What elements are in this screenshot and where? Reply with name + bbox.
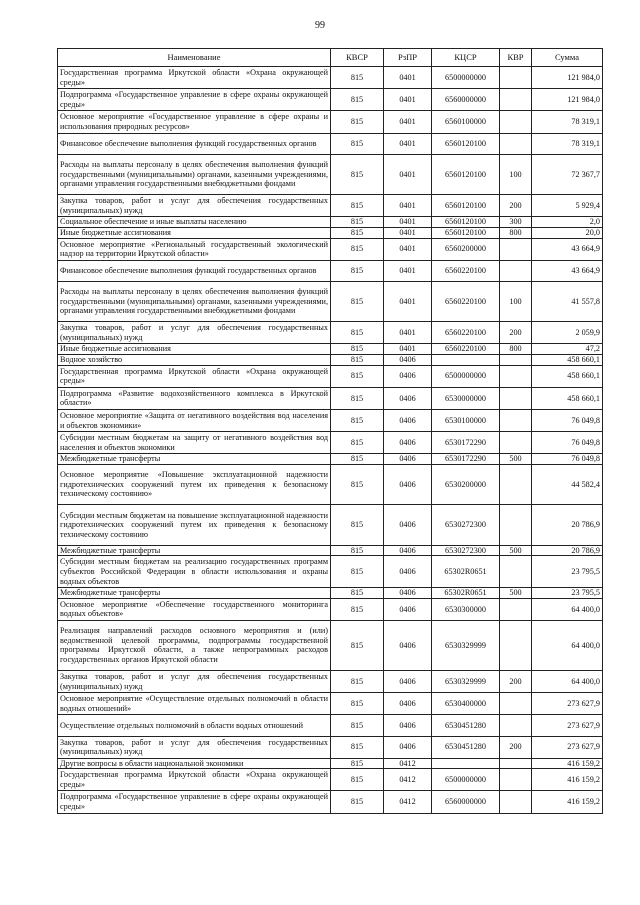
table-row (58, 322, 603, 344)
column-header-name: Наименование (58, 49, 331, 67)
cell-kvsr: 815 (331, 387, 384, 409)
cell-kvsr: 815 (331, 154, 384, 194)
cell-rzpr: 0406 (384, 365, 432, 387)
cell-kvsr: 815 (331, 281, 384, 321)
cell-sum: 416 159,2 (532, 758, 603, 769)
cell-kcsr: 6530451280 (432, 715, 500, 736)
cell-sum: 72 367,7 (532, 154, 603, 194)
cell-kcsr: 6500000000 (432, 365, 500, 387)
cell-kvsr: 815 (331, 758, 384, 769)
cell-kcsr: 6560220100 (432, 281, 500, 321)
cell-kvsr: 815 (331, 365, 384, 387)
cell-rzpr: 0401 (384, 344, 432, 355)
cell-sum: 273 627,9 (532, 715, 603, 736)
table-row (58, 432, 603, 454)
cell-name: Расходы на выплаты персоналу в целях обеспечения выполнения функций государственными (муниципальными) органами, казенными учреждениями, органами управления государственными внебюджетными фондами (58, 154, 331, 194)
cell-kcsr: 65302R0651 (432, 556, 500, 588)
cell-kcsr: 6530300000 (432, 598, 500, 620)
cell-kvr (500, 715, 532, 736)
cell-kvsr: 815 (331, 620, 384, 670)
cell-name: Иные бюджетные ассигнования (58, 227, 331, 238)
cell-kcsr: 6530272300 (432, 505, 500, 545)
cell-kvsr: 815 (331, 89, 384, 111)
cell-kvr: 300 (500, 217, 532, 228)
cell-rzpr: 0401 (384, 195, 432, 217)
cell-kvr: 800 (500, 344, 532, 355)
cell-name: Закупка товаров, работ и услуг для обеспечения государственных (муниципальных) нужд (58, 736, 331, 758)
cell-kvr: 500 (500, 588, 532, 599)
cell-kvsr: 815 (331, 111, 384, 133)
table-row (58, 195, 603, 217)
table-row (58, 736, 603, 758)
cell-sum: 458 660,1 (532, 387, 603, 409)
table-row (58, 598, 603, 620)
cell-rzpr: 0406 (384, 588, 432, 599)
cell-rzpr: 0401 (384, 133, 432, 154)
column-header-kcsr: КЦСР (432, 49, 500, 67)
cell-kvr (500, 598, 532, 620)
cell-name: Государственная программа Иркутской области «Охрана окружающей среды» (58, 365, 331, 387)
cell-name: Межбюджетные трансферты (58, 545, 331, 556)
table-row (58, 89, 603, 111)
table-row (58, 545, 603, 556)
cell-kvr (500, 465, 532, 505)
cell-kvr (500, 758, 532, 769)
cell-kcsr: 6560000000 (432, 89, 500, 111)
cell-rzpr: 0406 (384, 410, 432, 432)
cell-kvr (500, 556, 532, 588)
cell-kcsr: 6530400000 (432, 693, 500, 715)
column-header-kvr: КВР (500, 49, 532, 67)
cell-sum: 43 664,9 (532, 260, 603, 281)
cell-kvsr: 815 (331, 715, 384, 736)
cell-kcsr: 6560120100 (432, 195, 500, 217)
page-number: 99 (315, 20, 325, 31)
cell-kvr (500, 791, 532, 813)
cell-kvr: 500 (500, 454, 532, 465)
cell-sum: 416 159,2 (532, 791, 603, 813)
cell-kvr: 500 (500, 545, 532, 556)
table-row (58, 355, 603, 366)
cell-name: Основное мероприятие «Осуществление отдельных полномочий в области водных отношений» (58, 693, 331, 715)
cell-rzpr: 0406 (384, 545, 432, 556)
cell-name: Субсидии местным бюджетам на повышение эксплуатационной надежности гидротехнических сооружений путем их приведения к безопасному техническому состоянию (58, 505, 331, 545)
cell-kvr (500, 238, 532, 260)
cell-rzpr: 0406 (384, 556, 432, 588)
cell-kcsr: 6530451280 (432, 736, 500, 758)
cell-rzpr: 0412 (384, 791, 432, 813)
cell-kvsr: 815 (331, 791, 384, 813)
cell-kvr (500, 355, 532, 366)
cell-rzpr: 0401 (384, 217, 432, 228)
cell-sum: 5 929,4 (532, 195, 603, 217)
cell-name: Другие вопросы в области национальной экономики (58, 758, 331, 769)
cell-kvsr: 815 (331, 670, 384, 692)
cell-kcsr (432, 758, 500, 769)
cell-kvsr: 815 (331, 217, 384, 228)
cell-kcsr: 6530272300 (432, 545, 500, 556)
cell-kvr (500, 111, 532, 133)
cell-kcsr: 6560100000 (432, 111, 500, 133)
cell-kcsr: 6530200000 (432, 465, 500, 505)
cell-kcsr: 6530000000 (432, 387, 500, 409)
cell-rzpr: 0401 (384, 260, 432, 281)
cell-kvr: 200 (500, 322, 532, 344)
cell-name: Финансовое обеспечение выполнения функций государственных органов (58, 133, 331, 154)
cell-kvsr: 815 (331, 545, 384, 556)
cell-name: Социальное обеспечение и иные выплаты населению (58, 217, 331, 228)
cell-name: Иные бюджетные ассигнования (58, 344, 331, 355)
cell-kvsr: 815 (331, 260, 384, 281)
cell-name: Подпрограмма «Государственное управление в сфере охраны окружающей среды» (58, 89, 331, 111)
cell-kvsr: 815 (331, 227, 384, 238)
cell-kcsr: 6560120100 (432, 227, 500, 238)
cell-kvsr: 815 (331, 238, 384, 260)
cell-rzpr: 0406 (384, 387, 432, 409)
cell-kvr: 800 (500, 227, 532, 238)
table-row (58, 556, 603, 588)
cell-kvsr: 815 (331, 432, 384, 454)
cell-rzpr: 0406 (384, 465, 432, 505)
cell-rzpr: 0406 (384, 715, 432, 736)
cell-rzpr: 0401 (384, 89, 432, 111)
table-row (58, 454, 603, 465)
cell-kvr (500, 693, 532, 715)
table-row (58, 465, 603, 505)
table-row (58, 111, 603, 133)
cell-sum: 121 984,0 (532, 67, 603, 89)
cell-sum: 64 400,0 (532, 670, 603, 692)
cell-rzpr: 0406 (384, 736, 432, 758)
cell-rzpr: 0406 (384, 598, 432, 620)
cell-rzpr: 0401 (384, 322, 432, 344)
cell-kcsr: 6560220100 (432, 344, 500, 355)
table-row (58, 791, 603, 813)
table-row (58, 238, 603, 260)
cell-name: Основное мероприятие «Защита от негативного воздействия вод населения и объектов экономики» (58, 410, 331, 432)
cell-kcsr: 6560000000 (432, 791, 500, 813)
cell-name: Субсидии местным бюджетам на реализацию государственных программ субъектов Российской Федерации в области использования и охраны водных объектов (58, 556, 331, 588)
cell-kvr (500, 133, 532, 154)
cell-name: Финансовое обеспечение выполнения функций государственных органов (58, 260, 331, 281)
cell-name: Государственная программа Иркутской области «Охрана окружающей среды» (58, 67, 331, 89)
cell-name: Межбюджетные трансферты (58, 588, 331, 599)
table-row (58, 217, 603, 228)
cell-sum: 64 400,0 (532, 620, 603, 670)
cell-sum: 76 049,8 (532, 432, 603, 454)
cell-kvsr: 815 (331, 693, 384, 715)
cell-sum: 20 786,9 (532, 545, 603, 556)
cell-rzpr: 0406 (384, 505, 432, 545)
cell-kcsr: 6560120100 (432, 133, 500, 154)
cell-kcsr: 6560220100 (432, 322, 500, 344)
cell-kvr: 100 (500, 154, 532, 194)
cell-rzpr: 0406 (384, 670, 432, 692)
cell-kvsr: 815 (331, 505, 384, 545)
cell-kvr (500, 260, 532, 281)
cell-sum: 76 049,8 (532, 410, 603, 432)
cell-name: Закупка товаров, работ и услуг для обеспечения государственных (муниципальных) нужд (58, 322, 331, 344)
cell-kvr (500, 387, 532, 409)
cell-name: Основное мероприятие «Региональный государственный экологический надзор на территории Иркутской области» (58, 238, 331, 260)
cell-kvr (500, 620, 532, 670)
cell-kvsr: 815 (331, 556, 384, 588)
table-row (58, 693, 603, 715)
cell-kvsr: 815 (331, 454, 384, 465)
cell-kcsr: 6500000000 (432, 769, 500, 791)
cell-name: Государственная программа Иркутской области «Охрана окружающей среды» (58, 769, 331, 791)
cell-kcsr: 6500000000 (432, 67, 500, 89)
cell-sum: 121 984,0 (532, 89, 603, 111)
table-row (58, 715, 603, 736)
cell-sum: 416 159,2 (532, 769, 603, 791)
cell-sum: 20 786,9 (532, 505, 603, 545)
cell-rzpr: 0406 (384, 693, 432, 715)
cell-rzpr: 0401 (384, 111, 432, 133)
table-row (58, 505, 603, 545)
cell-rzpr: 0401 (384, 227, 432, 238)
table-row (58, 387, 603, 409)
cell-kvr: 200 (500, 736, 532, 758)
table-row (58, 758, 603, 769)
table-row (58, 670, 603, 692)
cell-kvsr: 815 (331, 67, 384, 89)
cell-kcsr: 6560220100 (432, 260, 500, 281)
cell-sum: 23 795,5 (532, 556, 603, 588)
column-header-rzpr: РзПР (384, 49, 432, 67)
cell-name: Межбюджетные трансферты (58, 454, 331, 465)
budget-table (57, 48, 603, 814)
cell-kcsr: 6530329999 (432, 620, 500, 670)
cell-kvsr: 815 (331, 410, 384, 432)
cell-kcsr: 6530100000 (432, 410, 500, 432)
cell-sum: 47,2 (532, 344, 603, 355)
cell-rzpr: 0401 (384, 154, 432, 194)
table-row (58, 410, 603, 432)
table-header-row (58, 49, 603, 67)
table-row (58, 588, 603, 599)
cell-kvr: 200 (500, 195, 532, 217)
table-row (58, 67, 603, 89)
cell-sum: 41 557,8 (532, 281, 603, 321)
cell-rzpr: 0412 (384, 769, 432, 791)
cell-kvsr: 815 (331, 465, 384, 505)
cell-sum: 458 660,1 (532, 355, 603, 366)
table-row (58, 260, 603, 281)
cell-name: Подпрограмма «Государственное управление в сфере охраны окружающей среды» (58, 791, 331, 813)
cell-kcsr (432, 355, 500, 366)
cell-sum: 458 660,1 (532, 365, 603, 387)
cell-kvsr: 815 (331, 769, 384, 791)
cell-kcsr: 6560120100 (432, 154, 500, 194)
cell-sum: 273 627,9 (532, 693, 603, 715)
cell-name: Водное хозяйство (58, 355, 331, 366)
cell-kvsr: 815 (331, 344, 384, 355)
table-row (58, 227, 603, 238)
cell-sum: 273 627,9 (532, 736, 603, 758)
table-row (58, 281, 603, 321)
cell-sum: 2 059,9 (532, 322, 603, 344)
cell-sum: 23 795,5 (532, 588, 603, 599)
cell-kvr (500, 365, 532, 387)
cell-name: Расходы на выплаты персоналу в целях обеспечения выполнения функций государственными (муниципальными) органами, казенными учреждениями, органами управления государственными внебюджетными фондами (58, 281, 331, 321)
cell-sum: 2,0 (532, 217, 603, 228)
cell-kvsr: 815 (331, 736, 384, 758)
cell-kvsr: 815 (331, 322, 384, 344)
cell-rzpr: 0406 (384, 620, 432, 670)
column-header-sum: Сумма (532, 49, 603, 67)
table-row (58, 344, 603, 355)
cell-kvr: 100 (500, 281, 532, 321)
cell-rzpr: 0406 (384, 432, 432, 454)
cell-name: Закупка товаров, работ и услуг для обеспечения государственных (муниципальных) нужд (58, 195, 331, 217)
cell-kvr (500, 67, 532, 89)
cell-kvr: 200 (500, 670, 532, 692)
cell-kvsr: 815 (331, 588, 384, 599)
cell-kcsr: 65302R0651 (432, 588, 500, 599)
table-row (58, 620, 603, 670)
cell-kvr (500, 410, 532, 432)
cell-rzpr: 0401 (384, 238, 432, 260)
cell-sum: 78 319,1 (532, 133, 603, 154)
cell-sum: 44 582,4 (532, 465, 603, 505)
cell-sum: 64 400,0 (532, 598, 603, 620)
cell-name: Основное мероприятие «Обеспечение государственного мониторинга водных объектов» (58, 598, 331, 620)
cell-name: Закупка товаров, работ и услуг для обеспечения государственных (муниципальных) нужд (58, 670, 331, 692)
cell-kvr (500, 432, 532, 454)
cell-kcsr: 6530172290 (432, 432, 500, 454)
cell-name: Осуществление отдельных полномочий в области водных отношений (58, 715, 331, 736)
table-row (58, 133, 603, 154)
cell-kvr (500, 505, 532, 545)
cell-rzpr: 0406 (384, 355, 432, 366)
cell-rzpr: 0401 (384, 67, 432, 89)
cell-sum: 76 049,8 (532, 454, 603, 465)
cell-kcsr: 6530329999 (432, 670, 500, 692)
cell-name: Основное мероприятие «Повышение эксплуатационной надежности гидротехнических сооружений путем их приведения к безопасному техническому состоянию» (58, 465, 331, 505)
table-row (58, 365, 603, 387)
cell-kvr (500, 769, 532, 791)
cell-name: Реализация направлений расходов основного мероприятия и (или) ведомственной целевой программы, подпрограммы государственной программы Иркутской области, а также непрограммных расходов государственных органов Иркутской области (58, 620, 331, 670)
cell-name: Подпрограмма «Развитие водохозяйственного комплекса в Иркутской области» (58, 387, 331, 409)
cell-sum: 20,0 (532, 227, 603, 238)
cell-kvsr: 815 (331, 195, 384, 217)
cell-sum: 78 319,1 (532, 111, 603, 133)
cell-kvsr: 815 (331, 355, 384, 366)
cell-name: Субсидии местным бюджетам на защиту от негативного воздействия вод населения и объектов экономики (58, 432, 331, 454)
cell-sum: 43 664,9 (532, 238, 603, 260)
table-row (58, 154, 603, 194)
column-header-kvsr: КВСР (331, 49, 384, 67)
cell-kcsr: 6560120100 (432, 217, 500, 228)
cell-kvr (500, 89, 532, 111)
cell-kvsr: 815 (331, 598, 384, 620)
cell-rzpr: 0412 (384, 758, 432, 769)
cell-rzpr: 0401 (384, 281, 432, 321)
cell-name: Основное мероприятие «Государственное управление в сфере охраны и использования природных ресурсов» (58, 111, 331, 133)
cell-kvsr: 815 (331, 133, 384, 154)
cell-kcsr: 6560200000 (432, 238, 500, 260)
cell-kcsr: 6530172290 (432, 454, 500, 465)
cell-rzpr: 0406 (384, 454, 432, 465)
table-row (58, 769, 603, 791)
